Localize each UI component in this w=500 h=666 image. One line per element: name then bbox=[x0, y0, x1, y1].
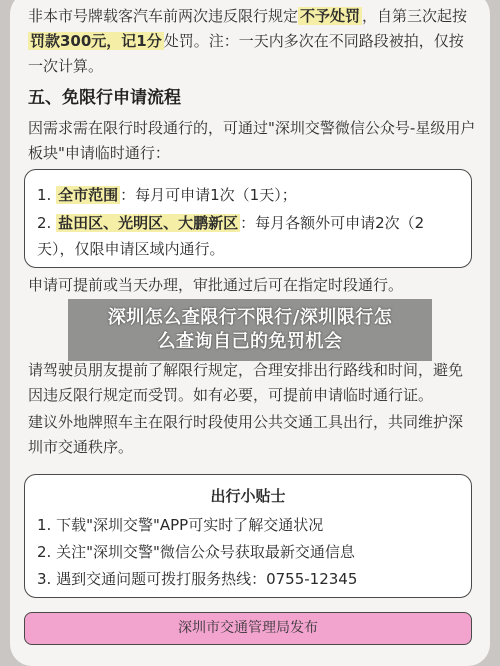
fine-highlight: 罚款300元，记1分 bbox=[30, 32, 162, 50]
article-title-overlay[interactable] bbox=[68, 299, 432, 361]
rule-number: 2. bbox=[37, 214, 57, 232]
travel-tips-box bbox=[24, 474, 472, 598]
section-title: 五、免限行申请流程 bbox=[28, 88, 181, 108]
overlay-title-line-1: 深圳怎么查限行不限行/深圳限行怎 bbox=[107, 307, 393, 328]
rule-item-districts bbox=[37, 210, 459, 262]
tips-title: 出行小贴士 bbox=[210, 487, 286, 505]
no-penalty-highlight: 不予处罚 bbox=[300, 7, 361, 25]
penalty-intro bbox=[28, 4, 476, 79]
overlay-title-line-2: 么查询自己的免罚机会 bbox=[157, 331, 343, 352]
rule-text: ：每月可申请1次（1天）； bbox=[120, 186, 297, 204]
advice-paragraph-2: 建议外地牌照车主在限行时段使用公共交通工具出行，共同维护深圳市交通秩序。 bbox=[28, 413, 464, 456]
tip-item: 3. 遇到交通问题可拨打服务热线：0755-12345 bbox=[37, 570, 358, 588]
rule-text: ：每月各额外可申请2次（2天），仅限申请区域内通行。 bbox=[37, 214, 425, 258]
rule-number: 1. bbox=[37, 186, 57, 204]
rules-box bbox=[24, 169, 472, 268]
tip-item: 2. 关注"深圳交警"微信公众号获取最新交通信息 bbox=[37, 543, 355, 561]
rule-item-citywide bbox=[37, 182, 459, 208]
districts-highlight: 盐田区、光明区、大鹏新区 bbox=[58, 214, 239, 232]
apply-instructions: 因需求需在限行时段通行的，可通过"深圳交警微信公众号-星级用户板块"申请临时通行： bbox=[28, 119, 476, 162]
tip-item: 1. 下载"深圳交警"APP可实时了解交通状况 bbox=[37, 516, 324, 534]
approval-note: 申请可提前或当天办理，审批通过后可在指定时段通行。 bbox=[28, 276, 404, 294]
publisher-banner: 深圳市交通管理局发布 bbox=[24, 612, 472, 645]
citywide-highlight: 全市范围 bbox=[58, 186, 119, 204]
intro-text-3: 处罚。注：一天内多次在不同路段被拍，仅按一次计算。 bbox=[28, 32, 464, 75]
intro-text-2: ，自第三次起按 bbox=[362, 7, 468, 25]
intro-text-1: 非本市号牌载客汽车前两次违反限行规定 bbox=[28, 7, 299, 25]
advice-paragraph-1: 请驾驶员朋友提前了解限行规定，合理安排出行路线和时间，避免因违反限行规定而受罚。如有必要，可提前申请临时通行证。 bbox=[28, 361, 464, 404]
